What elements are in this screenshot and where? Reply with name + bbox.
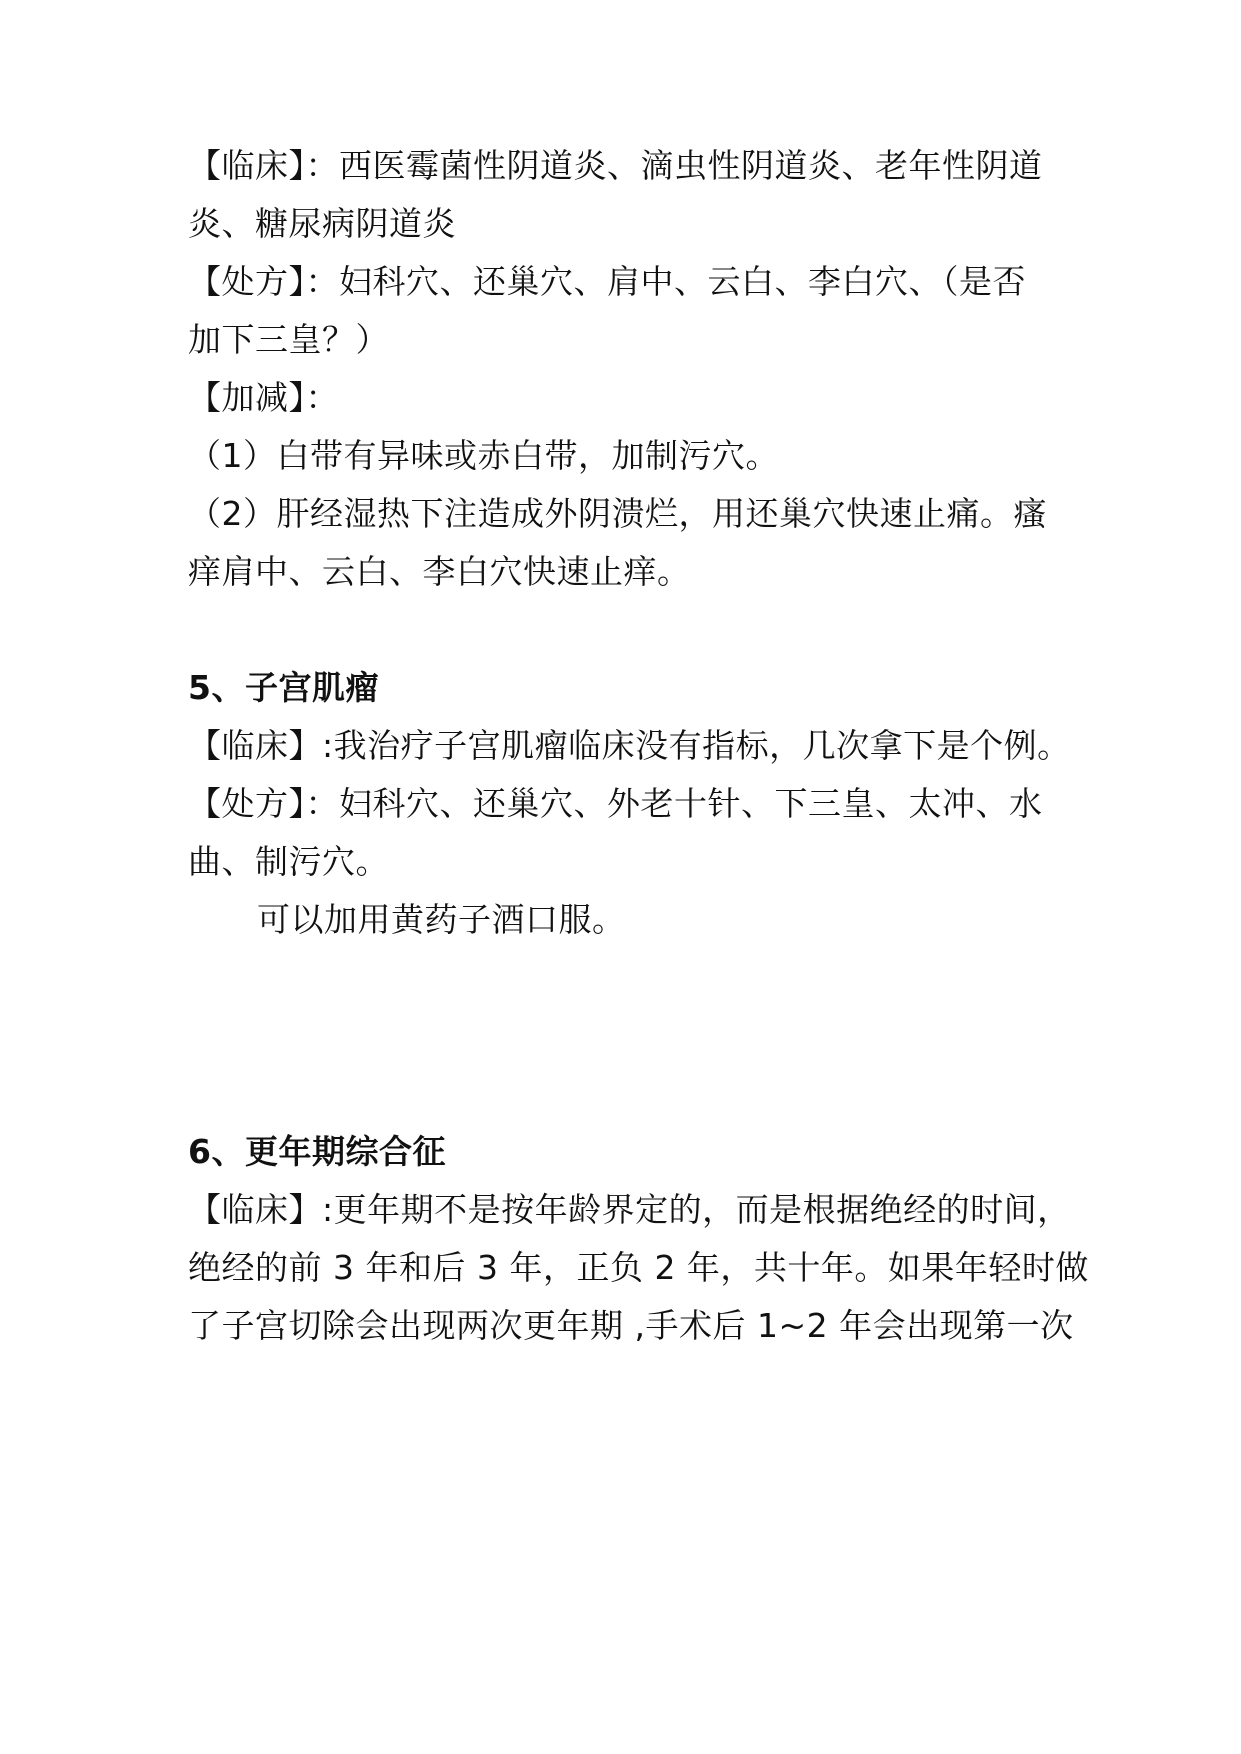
vaginitis-clinical-line-2: 炎、糖尿病阴道炎	[188, 204, 456, 243]
vaginitis-modification-1: （1）白带有异味或赤白带，加制污穴。	[188, 436, 779, 475]
vaginitis-prescription-line-1: 【处方】：妇科穴、还巢穴、肩中、云白、李白穴、（是否	[188, 262, 1026, 301]
section-6-title: 6、更年期综合征	[188, 1132, 446, 1171]
section-6-clinical-line-2: 绝经的前 3 年和后 3 年，正负 2 年，共十年。如果年轻时做	[188, 1248, 1089, 1287]
section-6-clinical-line-3: 了子宫切除会出现两次更年期 ,手术后 1~2 年会出现第一次	[188, 1306, 1074, 1345]
section-5-prescription-line-1: 【处方】：妇科穴、还巢穴、外老十针、下三皇、太冲、水	[188, 784, 1043, 823]
section-5-prescription-line-2: 曲、制污穴。	[188, 842, 389, 881]
vaginitis-prescription-line-2: 加下三皇？）	[188, 320, 389, 359]
vaginitis-modification-label: 【加减】：	[188, 378, 339, 417]
section-6-clinical-line-1: 【临床】:更年期不是按年龄界定的，而是根据绝经的时间，	[188, 1190, 1071, 1229]
section-5-note: 可以加用黄药子酒口服。	[257, 900, 626, 939]
vaginitis-modification-2-line-1: （2）肝经湿热下注造成外阴溃烂，用还巢穴快速止痛。瘙	[188, 494, 1047, 533]
vaginitis-clinical-line-1: 【临床】：西医霉菌性阴道炎、滴虫性阴道炎、老年性阴道	[188, 146, 1043, 185]
section-5-title: 5、子宫肌瘤	[188, 668, 379, 707]
section-5-clinical: 【临床】:我治疗子宫肌瘤临床没有指标，几次拿下是个例。	[188, 726, 1071, 765]
vaginitis-modification-2-line-2: 痒肩中、云白、李白穴快速止痒。	[188, 552, 691, 591]
